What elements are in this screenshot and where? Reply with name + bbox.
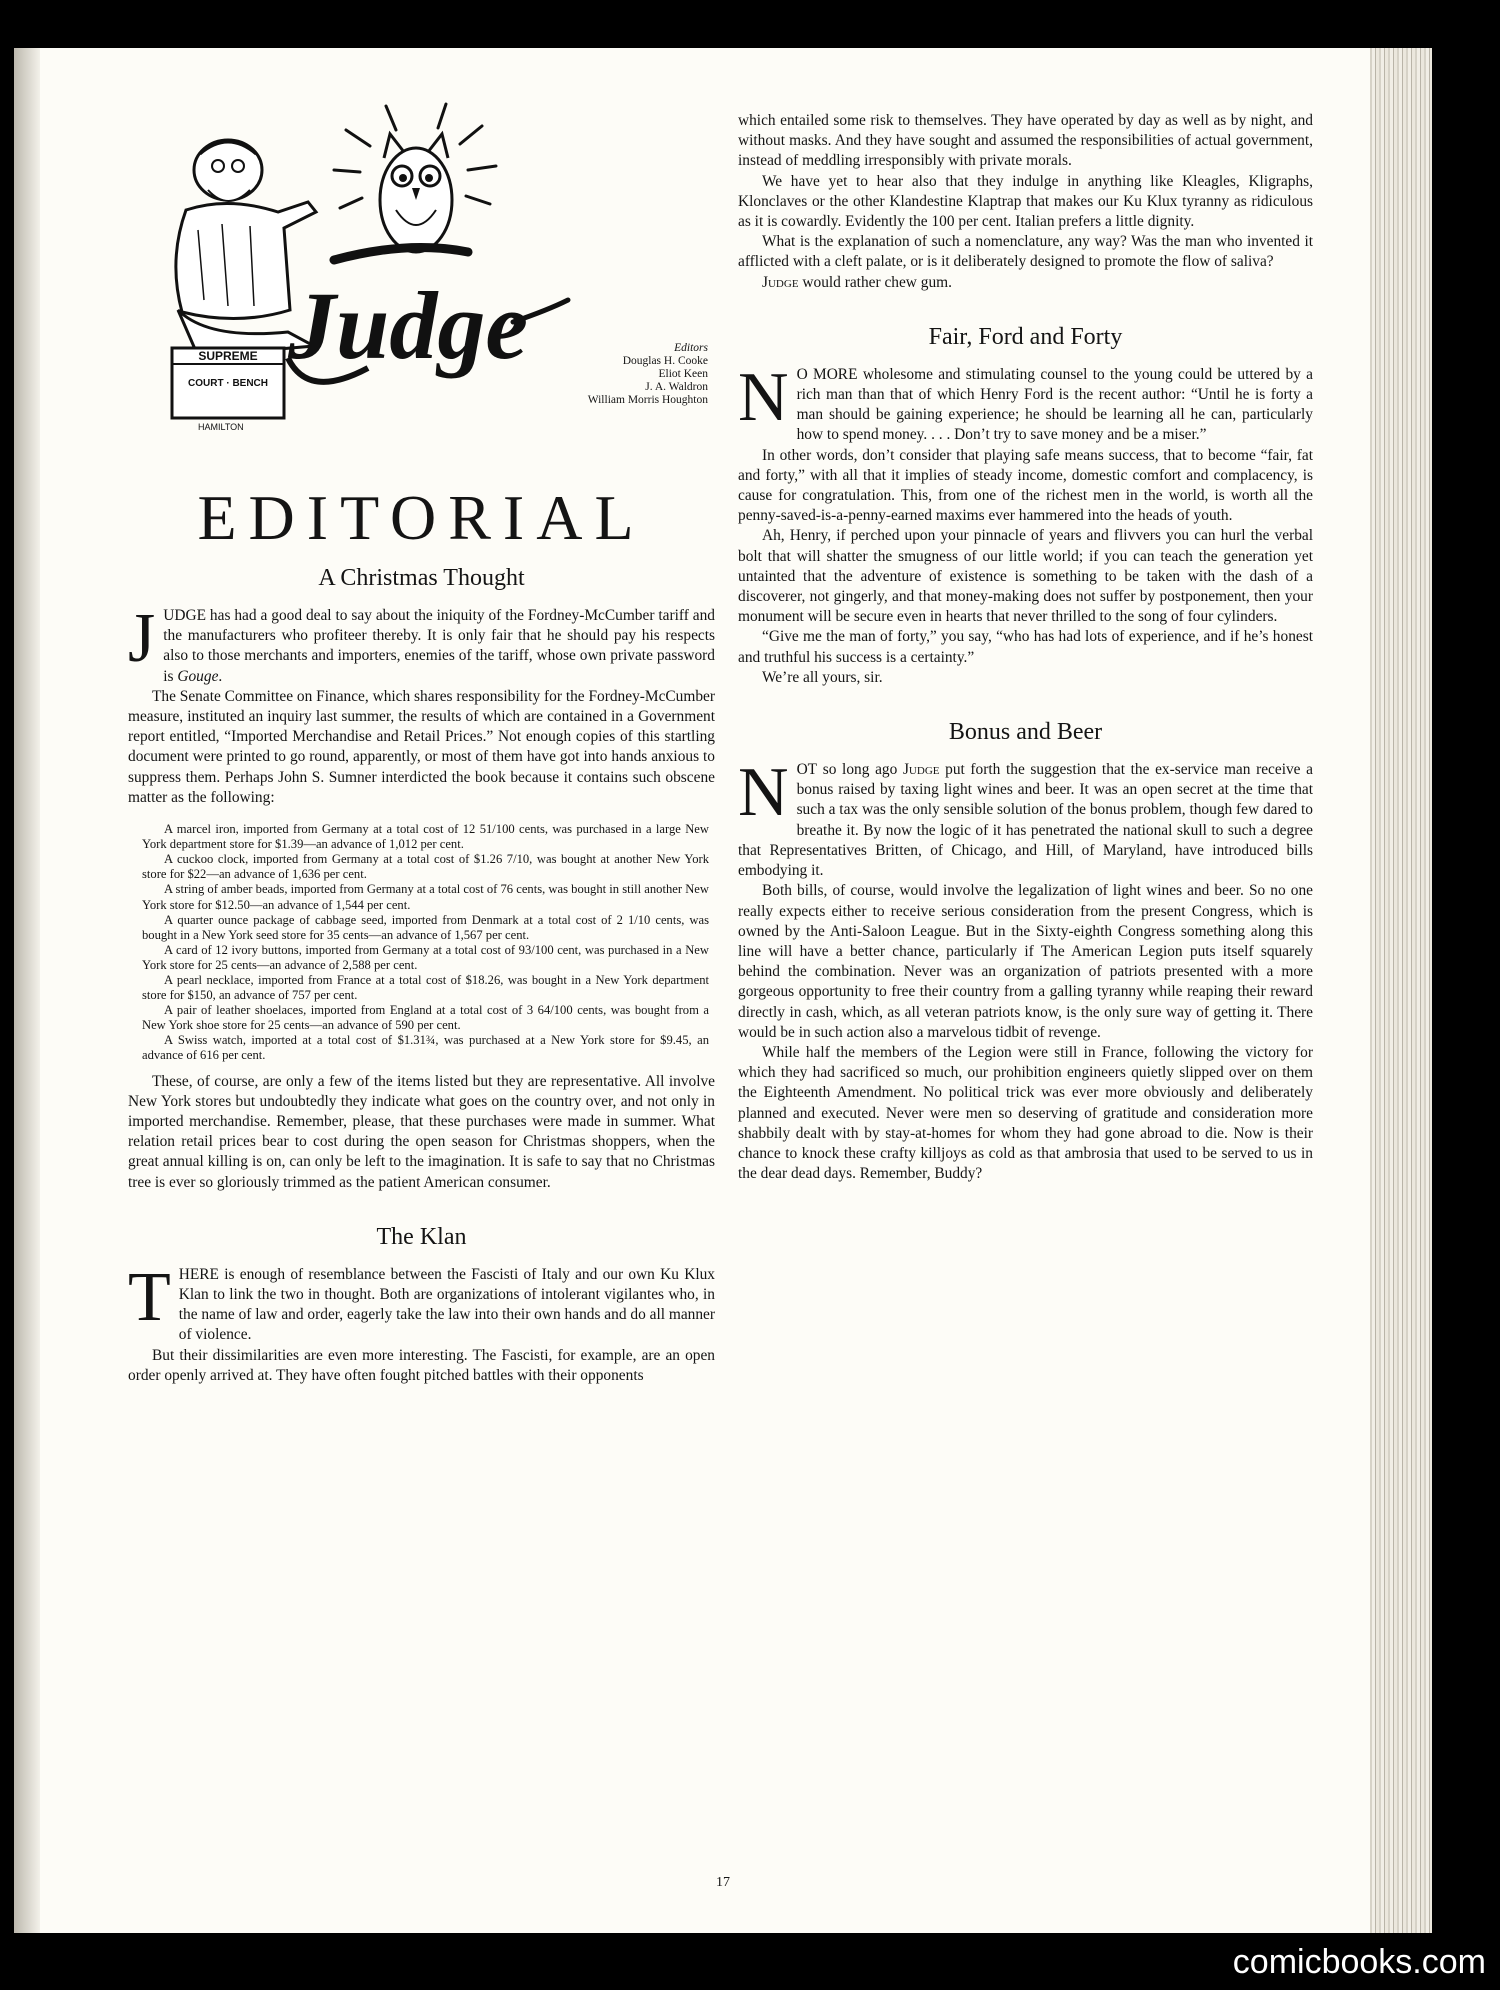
- paragraph: THERE is enough of resemblance between the Fascisti of Italy and our own Ku Klux Klan to link the two in thought. Both are organizations of intolerant vigilantes who, in the name of law and order, eagerly take the law into their own hands and do all manner of violence.: [128, 1258, 715, 1344]
- paragraph: Judge would rather chew gum.: [762, 273, 952, 291]
- drop-cap: T: [128, 1258, 171, 1336]
- paragraph: “Give me the man of forty,” you say, “who has had lots of experience, and if he’s honest and truthful his success is a certainty.”: [738, 628, 1313, 666]
- section-bonus: [738, 718, 1313, 1184]
- paragraph: But their dissimilarities are even more interesting. The Fascisti, for example, are an open order openly arrived at. They have often fought pitched battles with their opponents: [128, 1346, 715, 1384]
- paragraph: which entailed some risk to themselves. They have operated by day as well as by night, and without masks. And they have sought and assumed the responsibilities of actual government, instead of meddling irresponsibly with private morals.: [738, 112, 1313, 170]
- paragraph: While half the members of the Legion were still in France, following the victory for which they had sacrificed so much, our prohibition engineers quietly slipped over on them the Eighteenth Amendment. No political trick was ever more obviously and deliberately planned and executed. Never were men so deserving of gratitude and consideration more shabbily dealt with by stay-at-homes for whom they had gone abroad to die. Now is their chance to knock these crafty killjoys as cold as that ambrosia that used to be served to us in the dear dead days. Remember, Buddy?: [738, 1043, 1313, 1183]
- paragraph: NOT so long ago Judge put forth the suggestion that the ex-service man receive a bonus raised by taxing light wines and beer. It was an open secret at the time that such a tax was the only sensible solution of the bonus problem, though few dared to breathe it. By now the logic of it has penetrated the national skull to such a degree that Representatives Britten, of Chicago, and Hill, of Maryland, have introduced bills embodying it.: [738, 754, 1313, 880]
- section-ford: [738, 323, 1313, 688]
- list-item: A pearl necklace, imported from France at a total cost of $18.26, was bought in a New York department store for $150, an advance of 757 per cent.: [142, 972, 709, 1003]
- paragraph: We’re all yours, sir.: [762, 668, 883, 686]
- paragraph: What is the explanation of such a nomenclature, any way? Was the man who invented it afflicted with a cleft palate, or is it deliberately designed to promote the flow of saliva?: [738, 233, 1313, 271]
- svg-text:Judge: Judge: [288, 272, 528, 379]
- left-column: [128, 48, 715, 1386]
- drop-cap: N: [738, 754, 789, 832]
- right-column: [738, 111, 1313, 1184]
- list-item: A pair of leather shoelaces, imported from England at a total cost of 3 64/100 cents, was bought from a New York shoe store for 25 cents—an advance of 590 per cent.: [142, 1003, 709, 1033]
- page-number: 17: [716, 1875, 730, 1890]
- paragraph: These, of course, are only a few of the items listed but they are representative. All involve New York stores but undoubtedly they indicate what goes on the country over, and not only in imported merchandise. Remember, please, that these purchases were made in summer. What relation retail prices bear to cost during the open season for Christmas shoppers, when the great annual killing is on, can only be left to the imagination. It is safe to say that no Christmas tree is ever so gloriously trimmed as the patient American consumer.: [128, 1072, 715, 1191]
- svg-text:SUPREME: SUPREME: [198, 349, 258, 363]
- section-title: The Klan: [376, 1223, 467, 1250]
- editor-name: Douglas H. Cooke: [622, 355, 708, 367]
- section-christmas: [128, 564, 715, 1193]
- magazine-page: [14, 48, 1432, 1933]
- drop-cap: J: [128, 600, 156, 677]
- section-title: Bonus and Beer: [948, 719, 1103, 746]
- paragraph: N O MORE wholesome and stimulating counsel to the young could be uttered by a rich man than that of which Henry Ford is the recent author: “Until he is forty a man should be gaining experience; he should be learning all he can, particularly how to spend money. . . . Don’t try to save money and be a miser.”: [738, 358, 1313, 444]
- editor-name: J. A. Waldron: [645, 381, 708, 393]
- page-gutter: [14, 48, 40, 1933]
- editors-label: Editors: [674, 342, 708, 354]
- list-item: A marcel iron, imported from Germany at a total cost of 12 51/100 cents, was purchased in a large New York department store for $1.39—an advance of 1,012 per cent.: [142, 822, 709, 852]
- list-item: A card of 12 ivory buttons, imported from Germany at a total cost of 93/100 cent, was purchased in a New York store for 25 cents—an advance of 2,588 per cent.: [142, 942, 709, 972]
- paragraph: In other words, don’t consider that playing safe means success, that to become “fair, fat and forty,” with all that it implies of steady income, domestic comfort and complacency, is cause for congratulation. This, from one of the richest men in the world, is worth all the penny-saved-is-a-penny-earned maxims ever hammered into the heads of youth.: [738, 446, 1313, 525]
- source-watermark: comicbooks.com: [1232, 1943, 1486, 1981]
- editors-block: [508, 342, 708, 407]
- drop-cap: N: [738, 358, 789, 436]
- list-item: A cuckoo clock, imported from Germany at a total cost of $1.26 7/10, was bought at another New York store for $22—an advance of 1,636 per cent.: [142, 852, 709, 882]
- paragraph: The Senate Committee on Finance, which shares responsibility for the Fordney-McCumber measure, instituted an inquiry last summer, the results of which are contained in a Government report entitled, “Imported Merchandise and Retail Prices.” Not enough copies of this startling document were printed to go round, apparently, or most of them have got into hands anxious to suppress them. Perhaps John S. Sumner interdicted the book because it contains such obscene matter as the following:: [128, 687, 715, 806]
- masthead: [128, 48, 715, 438]
- editorial-heading: EDITORIAL: [197, 482, 646, 553]
- list-item: A string of amber beads, imported from Germany at a total cost of 76 cents, was bought in still another New York store for $12.50—an advance of 1,544 per cent.: [142, 882, 709, 912]
- list-item: A quarter ounce package of cabbage seed, imported from Denmark at a total cost of 2 1/10 cents, was bought in a New York seed store for 35 cents—an advance of 1,567 per cent.: [142, 912, 709, 942]
- book-spine-edge: [1370, 48, 1432, 1933]
- section-title: Fair, Ford and Forty: [928, 323, 1123, 350]
- paragraph: Both bills, of course, would involve the legalization of light wines and beer. So no one really expects either to receive serious consideration from the present Congress, which is owned by the Anti-Saloon League. But in the Sixty-eighth Congress something along this line will have a better chance, particularly if The American Legion puts itself squarely behind the combination. Never was an organization of patriots presented with a more gorgeous opportunity to free their country from a galling tyranny while reaping their reward directly in cash, which, as all veteran patriots know, is the only sure way of getting it. There would be in such action also a marvelous tidbit of revenge.: [738, 882, 1313, 1041]
- paragraph: JUDGE has had a good deal to say about the iniquity of the Fordney-McCumber tariff and the manufacturers who profiteer thereby. It is only fair that he should pay his respects also to those merchants and importers, enemies of the tariff, whose own private password is Gouge.: [128, 600, 715, 685]
- editor-name: William Morris Houghton: [587, 394, 708, 406]
- paragraph: Ah, Henry, if perched upon your pinnacle of years and flivvers you can hurl the verbal bolt that will shatter the smugness of our little world; if you can teach the generation yet untainted that the adventure of existence is something to be taken with the dash of a discoverer, not gingerly, and that money-making does not suffer by postponement, then your monument will be secure even in hearts that never thrilled to the song of four cylinders.: [738, 527, 1313, 626]
- price-items-list: [142, 822, 709, 1064]
- section-klan: [128, 1223, 715, 1386]
- list-item: A Swiss watch, imported at a total cost of $1.31¾, was purchased at a New York store for $9.45, an advance of 616 per cent.: [142, 1033, 709, 1063]
- editor-name: Eliot Keen: [658, 368, 708, 380]
- svg-text:HAMILTON: HAMILTON: [198, 422, 244, 430]
- svg-text:COURT · BENCH: COURT · BENCH: [188, 378, 268, 389]
- section-title: A Christmas Thought: [318, 565, 525, 591]
- paragraph: We have yet to hear also that they indulge in anything like Kleagles, Kligraphs, Klonclaves or the other Klandestine Klaptrap that makes our Ku Klux tyranny as ridiculous as it is cowardly. Evidently the 100 per cent. Italian prefers a little dignity.: [738, 172, 1313, 231]
